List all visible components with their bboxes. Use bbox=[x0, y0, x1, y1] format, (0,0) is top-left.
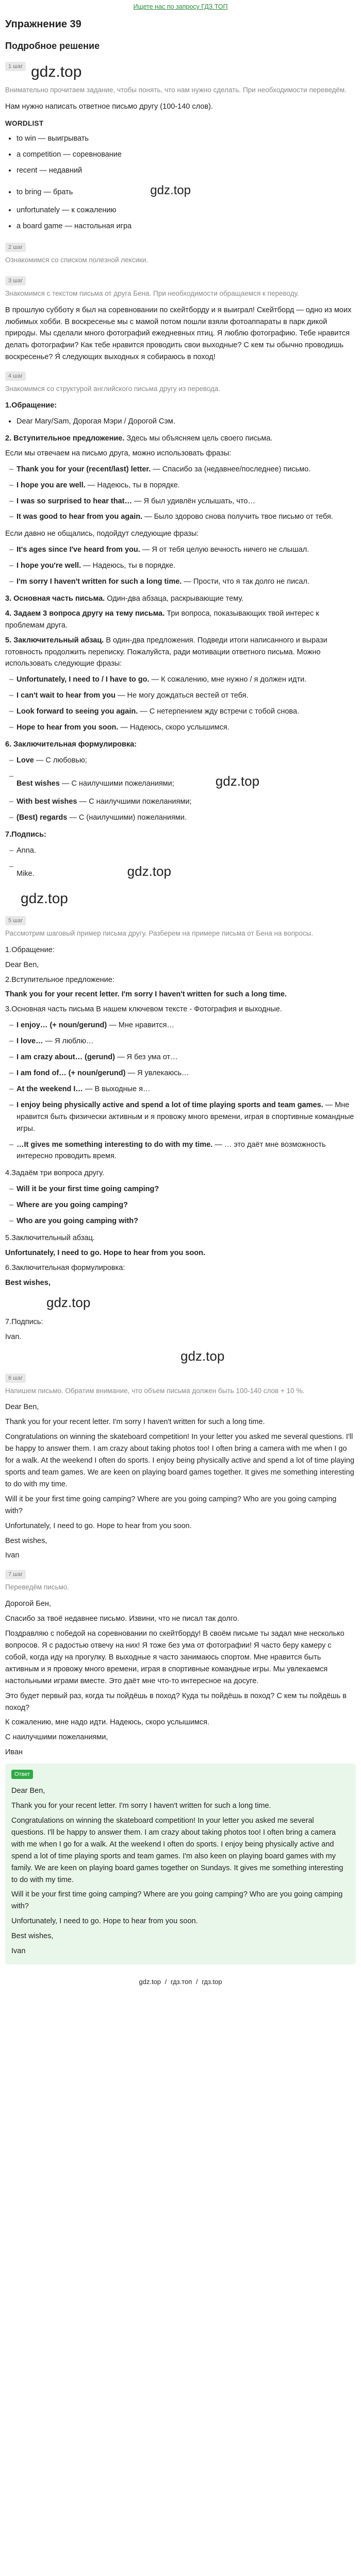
list-item: – (Best) regards — С (наилучшими) пожеланиями. bbox=[17, 812, 356, 824]
phrase-list bbox=[5, 1020, 356, 1162]
signature-list bbox=[5, 845, 356, 882]
watermark: gdz.top bbox=[127, 863, 171, 879]
step-5 bbox=[5, 911, 356, 1367]
list-item: • to bring — брать gdz.top bbox=[17, 181, 356, 200]
list-item: – Love — С любовью; bbox=[17, 755, 356, 767]
list-item: – With best wishes — С наилучшими пожеланиями; bbox=[17, 796, 356, 808]
list-item: • a competition — соревнование bbox=[17, 149, 356, 161]
step-note: Напишем письмо. Обратим внимание, что объем письма должен быть 100-140 слов + 10 %. bbox=[5, 1386, 305, 1395]
answer-box bbox=[5, 1764, 356, 1964]
letter-greeting: Дорогой Бен, bbox=[5, 1600, 51, 1608]
list-item: – Anna. bbox=[17, 845, 356, 857]
watermark: gdz.top bbox=[21, 890, 68, 906]
list-item: – I enjoy being physically active and spend a lot of time playing sports and team games. — Мне нравится быть физически активным и я провожу много времени, играя в спортивные командные игры. bbox=[17, 1099, 356, 1135]
letter-paragraph: Thank you for your recent letter. I'm sorry I haven't written for such a long time. bbox=[5, 1418, 265, 1427]
watermark: gdz.top bbox=[150, 183, 191, 198]
step-note: Ознакомимся со списком полезной лексики. bbox=[5, 256, 149, 264]
step-7 bbox=[5, 1565, 356, 1758]
list-item: • to win — выигрывать bbox=[17, 133, 356, 145]
step-note: Рассмотрим шаговый пример письма другу. Разберем на примере письма от Бена на вопросы. bbox=[5, 929, 314, 937]
list-item: • Dear Mary/Sam, Дорогая Мэри / Дорогой Сэм. bbox=[17, 416, 356, 428]
letter-paragraph: К сожалению, мне надо идти. Надеюсь, скоро услышимся. bbox=[5, 1718, 209, 1727]
footer-link[interactable]: gdz.top bbox=[139, 1977, 161, 1986]
list-item: – Will it be your first time going camping? bbox=[17, 1183, 356, 1195]
list-item: – Hope to hear from you soon. — Надеюсь, скоро услышимся. bbox=[17, 722, 356, 734]
letter-paragraph: Congratulations on winning the skateboard competition! In your letter you asked me several questions. I'll be happy to answer them. I am crazy about taking photos too! I often bring a camera with me when I go for a walk. At the weekend I often do sports. I enjoy being physically active and spend a lot of time playing sports and team games. I'm also keen on playing board games with my family. We are keen on playing board games together on Sundays. It gives me something interesting to do with my time. bbox=[11, 1816, 343, 1884]
list-item: – I am fond of… (+ noun/gerund) — Я увлекаюсь… bbox=[17, 1067, 356, 1079]
letter-greeting: Dear Ben, bbox=[11, 1787, 45, 1795]
subheading: 3. Основная часть письма. Один-два абзаца, раскрывающие тему. bbox=[5, 594, 244, 603]
subheading: 7.Подпись: bbox=[5, 1317, 43, 1326]
list-item: – Where are you going camping? bbox=[17, 1199, 356, 1211]
list-item: • a board game — настольная игра bbox=[17, 221, 356, 232]
letter-paragraph: Спасибо за твоё недавнее письмо. Извини, что не писал так долго. bbox=[5, 1615, 239, 1623]
step-text: В прошлую субботу я был на соревновании по скейтборду и я выиграл! Скейтборд — одно из моих любимых хобби. В воскресенье мы с мамой потом пошли взяли фотоаппараты в парк дикой природы. Мы сделали много фотографий ежедневных птиц. Я люблю фотографию. Тебе нравится делать фотографии? Как тебе нравится проводить свои выходные? С кем ты обычно проводишь воскресенье? Я́ следующих выходных я собираюсь в поход! bbox=[5, 306, 352, 362]
list-item: – I love… — Я люблю… bbox=[17, 1036, 356, 1047]
footer-links bbox=[5, 1970, 356, 1995]
subheading: 5.Заключительный абзац. bbox=[5, 1233, 95, 1242]
step-label: 3 шаг bbox=[5, 276, 26, 285]
letter-paragraph: Это будет первый раз, когда ты пойдёшь в поход? Куда ты пойдёшь в поход? С кем ты пойдёшь в поход? bbox=[5, 1691, 347, 1712]
subheading: 2. Вступительное предложение. Здесь мы объясняем цель своего письма. bbox=[5, 434, 273, 443]
watermark: gdz.top bbox=[46, 1294, 91, 1310]
paragraph: Если мы отвечаем на письмо друга, можно использовать фразы: bbox=[5, 449, 232, 457]
list-item: – I enjoy… (+ noun/gerund) — Мне нравится… bbox=[17, 1020, 356, 1031]
list-item: – Look forward to seeing you again. — С нетерпением жду встречи с тобой снова. bbox=[17, 706, 356, 718]
greeting-list bbox=[5, 416, 356, 428]
letter-closing: Best wishes, bbox=[5, 1536, 47, 1545]
list-item: – I hope you're well. — Надеюсь, ты в порядке. bbox=[17, 560, 356, 572]
footer-link[interactable]: гдз.top bbox=[202, 1977, 222, 1986]
list-item: – I hope you are well. — Надеюсь, ты в порядке. bbox=[17, 480, 356, 492]
step-label: 7 шаг bbox=[5, 1570, 26, 1579]
subheading: 6. Заключительная формулировка: bbox=[5, 740, 137, 749]
list-item: – Mike. gdz.top bbox=[17, 861, 356, 882]
step-note: Внимательно прочитаем задание, чтобы понять, что нам нужно сделать. При необходимости переведём. bbox=[5, 86, 347, 94]
letter-paragraph: Unfortunately, I need to go. Hope to hear from you soon. bbox=[5, 1521, 192, 1530]
letter-signature: Ivan bbox=[5, 1551, 20, 1560]
paragraph: Unfortunately, I need to go. Hope to hear from you soon. bbox=[5, 1248, 206, 1257]
subheading: 1.Обращение: bbox=[5, 945, 55, 954]
subheading: 7.Подпись: bbox=[5, 830, 46, 839]
step-text: Нам нужно написать ответное письмо другу (100-140 слов). bbox=[5, 103, 213, 111]
list-item: – Unfortunately, I need to / I have to go. — К сожалению, мне нужно / я должен идти. bbox=[17, 674, 356, 686]
letter-paragraph: Will it be your first time going camping? Where are you going camping? Who are you going camping with? bbox=[11, 1890, 343, 1911]
list-item: – Thank you for your (recent/last) letter. — Спасибо за (недавнее/последнее) письмо. bbox=[17, 464, 356, 476]
list-item: – I'm sorry I haven't written for such a long time. — Прости, что я так долго не писал. bbox=[17, 576, 356, 588]
list-item: – …It gives me something interesting to do with my time. — … это даёт мне возможность интересно проводить время. bbox=[17, 1139, 356, 1163]
list-item: – It's ages since I've heard from you. — Я от тебя целую вечность ничего не слышал. bbox=[17, 544, 356, 556]
list-item: – At the weekend I… — В выходные я… bbox=[17, 1083, 356, 1095]
answer-badge: Ответ bbox=[11, 1770, 33, 1779]
letter-greeting: Dear Ben, bbox=[5, 1403, 39, 1412]
section-title: Подробное решение bbox=[5, 41, 100, 52]
subheading: 1.Обращение: bbox=[5, 401, 57, 410]
watermark: gdz.top bbox=[180, 1348, 225, 1364]
step-2 bbox=[5, 238, 356, 266]
watermark: gdz.top bbox=[31, 63, 82, 80]
wordlist-items bbox=[5, 133, 356, 232]
phrase-list bbox=[5, 544, 356, 588]
step-1 bbox=[5, 57, 356, 113]
greeting: Dear Ben, bbox=[5, 960, 39, 969]
list-item: – Who are you going camping with? bbox=[17, 1215, 356, 1227]
list-item: – I can't wait to hear from you — Не могу дождаться вестей от тебя. bbox=[17, 690, 356, 702]
letter-closing: Best wishes, bbox=[11, 1932, 54, 1941]
subheading: 2.Вступительное предложение: bbox=[5, 975, 114, 984]
paragraph: Thank you for your recent letter. I'm sorry I haven't written for such a long time. bbox=[5, 990, 287, 999]
letter-paragraph: Поздравляю с победой на соревновании по скейтборду! В своём письме ты задал мне несколько вопросов. Я с радостью отвечу на них! Я тоже без ума от фотографии! Я часто беру камеру с собой, когда иду на прогулку. В выходные я часто занимаюсь спортом. Мне нравится быть активным и я провожу много времени, играя в спортивные командные игры. Мы увлекаемся настольными играми вместе. Это даёт мне что-то интересное на досуге. bbox=[5, 1630, 344, 1685]
letter-paragraph: Thank you for your recent letter. I'm sorry I haven't written for such a long time. bbox=[11, 1802, 271, 1810]
list-item: • unfortunately — к сожалению bbox=[17, 205, 356, 216]
letter-closing: С наилучшими пожеланиями, bbox=[5, 1733, 108, 1742]
phrase-list bbox=[5, 464, 356, 523]
step-4 bbox=[5, 366, 356, 910]
question-list bbox=[5, 1183, 356, 1227]
paragraph: Ivan. bbox=[5, 1332, 22, 1341]
step-6 bbox=[5, 1368, 356, 1562]
paragraph: Если давно не общались, подойдут следующие фразы: bbox=[5, 530, 199, 538]
footer-separator: / bbox=[165, 1977, 167, 1986]
footer-separator: / bbox=[195, 1977, 198, 1986]
step-note: Знакомимся со структурой английского письма другу из перевода. bbox=[5, 385, 221, 393]
list-item: – It was good to hear from you again. — Было здорово снова получить твое письмо от тебя. bbox=[17, 511, 356, 523]
step-label: 2 шаг bbox=[5, 243, 26, 252]
list-item: • recent — недавний bbox=[17, 165, 356, 177]
wordlist bbox=[5, 118, 356, 232]
subheading: 5. Заключительный абзац. В один-два предложения. Подведи итоги написанного и вырази готовность продолжить переписку. Пожалуйста, ради мотивации ответного письма. Можно использовать следующие фразы: bbox=[5, 636, 327, 668]
letter-paragraph: Will it be your first time going camping? Where are you going camping? Who are you going camping with? bbox=[5, 1495, 337, 1515]
list-item: – I am crazy about… (gerund) — Я без ума от… bbox=[17, 1052, 356, 1063]
step-3 bbox=[5, 271, 356, 363]
step-label: 4 шаг bbox=[5, 371, 26, 381]
letter-signature: Ivan bbox=[11, 1947, 26, 1956]
closing-list bbox=[5, 755, 356, 824]
list-item: – Best wishes — С наилучшими пожеланиями; gdz.top bbox=[17, 771, 356, 792]
subheading: 4. Задаем 3 вопроса другу на тему письма. Три вопроса, показывающих твой интерес к проблемам друга. bbox=[5, 609, 319, 630]
search-hint[interactable]: Ищете нас по запросу ГДЗ.ТОП bbox=[133, 3, 228, 10]
paragraph: Best wishes, bbox=[5, 1278, 51, 1287]
step-note: Знакомимся с текстом письма от друга Бена. При необходимости обращаемся к переводу. bbox=[5, 289, 299, 297]
wordlist-title: WORDLIST bbox=[5, 120, 44, 127]
letter-paragraph: Congratulations on winning the skateboard competition! In your letter you asked me several questions. I'll be happy to answer them. I am crazy about taking photos too! I often bring a camera with me when I go for a walk. At the weekend I often do sports. I enjoy being physically active and spend a lot of time playing sports and team games. We are keen on playing board games together. It gives me something interesting to do with my time. bbox=[5, 1433, 355, 1488]
step-label: 5 шаг bbox=[5, 916, 26, 925]
letter-paragraph: Unfortunately, I need to go. Hope to hear from you soon. bbox=[11, 1917, 198, 1926]
watermark: gdz.top bbox=[215, 773, 260, 789]
list-item: – I was so surprised to hear that… — Я был удивлён услышать, что… bbox=[17, 496, 356, 507]
step-label: 1 шаг bbox=[5, 62, 26, 71]
phrase-list bbox=[5, 674, 356, 734]
subheading: 4.Задаём три вопроса другу. bbox=[5, 1169, 104, 1178]
subheading: 3.Основная часть письма В нашем ключевом тексте - Фотография и выходные. bbox=[5, 1005, 282, 1014]
page-title: Упражнение 39 bbox=[5, 18, 81, 30]
step-note: Переведём письмо. bbox=[5, 1583, 70, 1591]
subheading: 6.Заключительная формулировка: bbox=[5, 1263, 125, 1272]
step-label: 6 шаг bbox=[5, 1374, 26, 1383]
footer-link[interactable]: гдз.топ bbox=[170, 1977, 192, 1986]
letter-signature: Иван bbox=[5, 1748, 23, 1757]
